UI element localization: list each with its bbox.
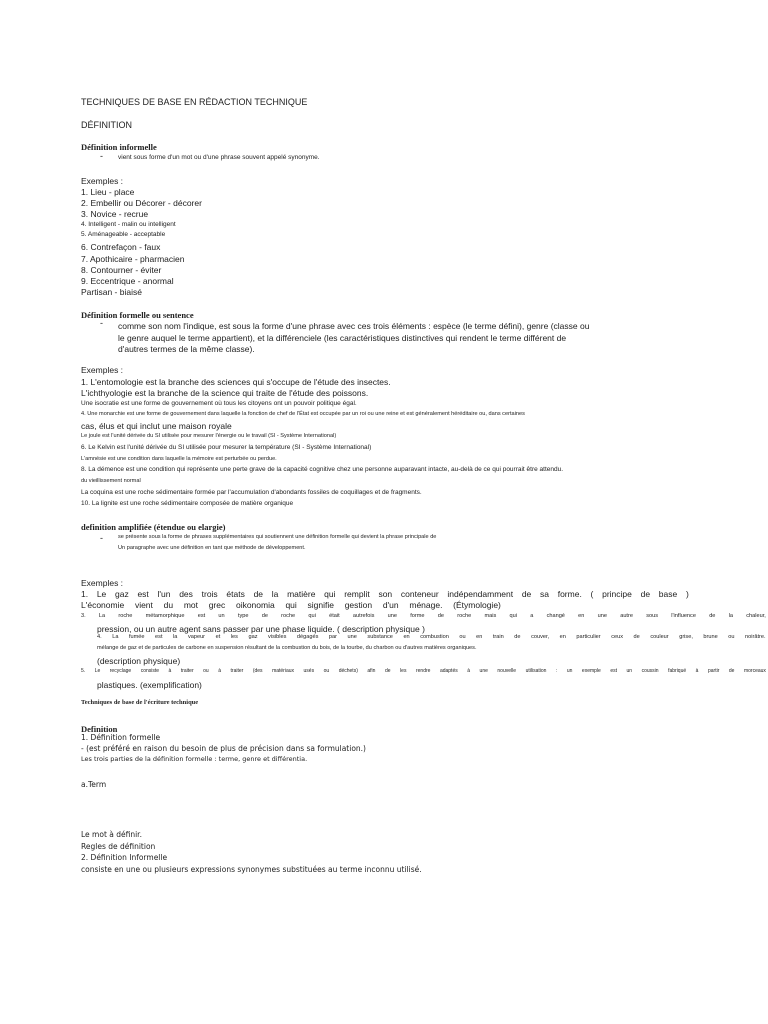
- list-item: Le joule est l'unité dérivée du SI utilisée pour mesurer l'énergie ou le travail (SI - Système International): [81, 433, 337, 439]
- word: remplit: [344, 589, 370, 599]
- word: autre: [620, 613, 633, 619]
- word: un: [566, 668, 573, 674]
- word: ou: [203, 668, 209, 674]
- word: de: [728, 668, 735, 674]
- word: roche: [457, 613, 472, 619]
- paragraph-line: plastiques. (exemplification): [97, 680, 202, 690]
- word: forme.: [557, 589, 582, 599]
- word: train: [492, 634, 504, 640]
- word: gestion: [344, 600, 373, 610]
- list-item: 6. Le Kelvin est l'unité dérivée du SI utilisée pour mesurer la température (SI - Système International): [81, 444, 372, 451]
- word: ou: [323, 668, 330, 674]
- word: particulier: [576, 634, 601, 640]
- list-item: 7. Apothicaire - pharmacien: [81, 254, 185, 264]
- word: matière: [287, 589, 316, 599]
- word: a: [530, 613, 534, 619]
- word: de: [521, 589, 532, 599]
- word: à: [467, 668, 471, 674]
- word: traiter: [180, 668, 194, 674]
- word: substance: [367, 634, 393, 640]
- word: base: [658, 589, 678, 599]
- word: de: [261, 613, 268, 619]
- word: l'influence: [671, 613, 696, 619]
- word: par: [328, 634, 337, 640]
- list-item: cas, élus et qui inclut une maison royale: [81, 421, 232, 431]
- paragraph-line: - (est préféré en raison du besoin de plus de précision dans sa formulation.): [81, 744, 366, 753]
- word: une: [347, 634, 357, 640]
- examples-label: Exemples :: [81, 578, 124, 588]
- word: dégagés: [296, 634, 319, 640]
- word: utilisation: [525, 668, 547, 674]
- list-item: 8. La démence est une condition qui représente une perte grave de la capacité cognitive chez une personne auparavant intacte, au-delà de ce qui pourrait être attendu.: [81, 466, 564, 473]
- list-item: 6. Contrefaçon - faux: [81, 242, 161, 252]
- word: qui: [324, 589, 336, 599]
- list-item: 8. Contourner - éviter: [81, 265, 162, 275]
- justified-line: [81, 668, 766, 674]
- paragraph-line: consiste en une ou plusieurs expressions synonymes substituées au terme inconnu utilisé.: [81, 865, 422, 874]
- word: rendre: [415, 668, 431, 674]
- word: matériaux: [272, 668, 295, 674]
- list-item: L'ichthyologie est la branche de la science qui traite de l'étude des poissons.: [81, 388, 369, 398]
- word: La: [112, 634, 119, 640]
- word: (Étymologie): [453, 600, 501, 610]
- word: roche: [118, 613, 133, 619]
- word: est: [155, 634, 163, 640]
- word: consiste: [140, 668, 160, 674]
- word: ou: [728, 634, 735, 640]
- word: une: [387, 613, 397, 619]
- word: du: [163, 600, 174, 610]
- justified-line: [81, 589, 689, 599]
- word: en: [559, 634, 566, 640]
- word: les: [230, 634, 238, 640]
- document-title: TECHNIQUES DE BASE EN RÉDACTION TECHNIQUE: [81, 97, 308, 107]
- word: un: [626, 668, 633, 674]
- word: grise,: [679, 634, 693, 640]
- word: mais: [484, 613, 497, 619]
- word: (: [590, 589, 594, 599]
- word: 3.: [81, 613, 86, 619]
- list-item: Une isocratie est une forme de gouvernement où tous les citoyens ont un pouvoir politique égal.: [81, 400, 357, 407]
- examples-label: Exemples :: [81, 365, 124, 375]
- word: partir: [707, 668, 720, 674]
- word: 5.: [81, 668, 86, 674]
- word: de: [384, 668, 391, 674]
- word: l'un: [157, 589, 171, 599]
- word: mot: [183, 600, 198, 610]
- justified-line: [81, 600, 501, 610]
- word: grec: [208, 600, 226, 610]
- formal-bullet-line: le genre auquel le terme appartient), et la différenciele (les caractéristiques distinctives qui rendent le terme différent de: [118, 333, 567, 343]
- list-item: 9. Eccentrique - anormal: [81, 276, 174, 286]
- amplified-bullet-line: Un paragraphe avec une définition en tant que méthode de développement.: [118, 545, 306, 551]
- word: à: [168, 668, 172, 674]
- word: déchets): [338, 668, 358, 674]
- word: exemple: [581, 668, 601, 674]
- paragraph-line: mélange de gaz et de particules de carbone en suspension résultant de la combustion du bois, de la tourbe, du charbon ou d'autres matières organiques.: [97, 645, 477, 651]
- word: un: [218, 613, 225, 619]
- word: brune: [703, 634, 718, 640]
- word: afin: [367, 668, 376, 674]
- paragraph-line: Les trois parties de la définition formelle : terme, genre et différentia.: [81, 755, 308, 763]
- word: en: [578, 613, 585, 619]
- word: (des: [252, 668, 263, 674]
- word: la: [728, 613, 734, 619]
- word: une: [597, 613, 607, 619]
- word: coussin: [641, 668, 659, 674]
- word: la: [271, 589, 279, 599]
- word: autrefois: [352, 613, 375, 619]
- word: à: [695, 668, 699, 674]
- word: adaptés: [439, 668, 458, 674]
- list-item: 4. Une monarchie est une forme de gouvernement dans laquelle la fonction de chef de l'État est occupée par un roi ou une reine et est généralement héréditaire ou, dans certaines: [81, 411, 525, 417]
- word: sa: [540, 589, 549, 599]
- formal-heading: Définition formelle ou sentence: [81, 310, 194, 320]
- word: principe: [602, 589, 632, 599]
- word: type: [237, 613, 249, 619]
- word: roche: [281, 613, 296, 619]
- word: forme: [410, 613, 425, 619]
- word: Le: [96, 589, 107, 599]
- word: de: [633, 634, 640, 640]
- word: 1.: [81, 589, 89, 599]
- word: de: [709, 613, 716, 619]
- word: de: [253, 589, 264, 599]
- word: à: [218, 668, 221, 674]
- list-item: La coquina est une roche sédimentaire formée par l'accumulation d'abondants fossiles de coquillages et de fragments.: [81, 489, 422, 496]
- word: usés: [303, 668, 315, 674]
- word: de: [514, 634, 521, 640]
- list-item: 2. Embellir ou Décorer - décorer: [81, 198, 202, 208]
- word: une: [479, 668, 488, 674]
- bullet-dash: -: [100, 533, 103, 543]
- bullet-dash: -: [100, 151, 103, 161]
- word: états: [226, 589, 245, 599]
- word: combustion: [420, 634, 449, 640]
- word: sous: [646, 613, 659, 619]
- list-item: 1. Lieu - place: [81, 187, 135, 197]
- justified-line: [81, 613, 766, 619]
- word: Le: [94, 668, 101, 674]
- formal-bullet-line: comme son nom l'indique, est sous la forme d'une phrase avec ces trois éléments : espèce (le terme défini), genre (classe ou: [118, 321, 590, 331]
- word: noirâtre.: [745, 634, 766, 640]
- word: signifie: [307, 600, 334, 610]
- word: de: [640, 589, 651, 599]
- word: L'économie: [81, 600, 125, 610]
- paragraph-line: Regles de définition: [81, 842, 156, 851]
- list-item: 10. La lignite est une roche sédimentaire composée de matière organique: [81, 500, 294, 507]
- word: son: [378, 589, 393, 599]
- word: 4.: [97, 634, 102, 640]
- word: trois: [201, 589, 218, 599]
- word: métamorphique: [145, 613, 185, 619]
- word: fumée: [128, 634, 145, 640]
- list-item: du vieillissement normal: [81, 478, 141, 484]
- list-item: 5. Aménageable - acceptable: [81, 231, 166, 238]
- word: fabriqué: [668, 668, 687, 674]
- word: qui: [285, 600, 297, 610]
- word: et: [215, 634, 221, 640]
- word: vapeur: [187, 634, 206, 640]
- word: changé: [546, 613, 565, 619]
- amplified-bullet-line: se présente sous la forme de phrases supplémentaires qui soutiennent une définition formelle qui devient la phrase principale de: [118, 534, 437, 540]
- bullet-dash: -: [100, 318, 103, 328]
- word: morceaux: [743, 668, 766, 674]
- word: couver,: [531, 634, 550, 640]
- word: oikonomia: [235, 600, 275, 610]
- list-item: Partisan - biaisé: [81, 287, 142, 297]
- word: est: [137, 589, 149, 599]
- paragraph-line: Le mot à définir.: [81, 830, 142, 839]
- word: chaleur,: [746, 613, 766, 619]
- word: ou: [459, 634, 466, 640]
- section-heading: DÉFINITION: [81, 120, 132, 130]
- word: en: [476, 634, 483, 640]
- word: gaz: [248, 634, 258, 640]
- word: nouvelle: [497, 668, 517, 674]
- word: visibles: [268, 634, 287, 640]
- word: d'un: [382, 600, 399, 610]
- word: de: [437, 613, 444, 619]
- list-item: 1. L'entomologie est la branche des sciences qui s'occupe de l'étude des insectes.: [81, 377, 391, 387]
- word: qui: [308, 613, 316, 619]
- paragraph-line: (description physique): [97, 656, 181, 666]
- part2-heading: Techniques de base de l'écriture technique: [81, 699, 199, 706]
- amplified-heading: definition amplifiée (étendue ou elargie): [81, 522, 226, 532]
- list-item: L'amnésie est une condition dans laquelle la mémoire est perturbée ou perdue.: [81, 456, 277, 462]
- list-item: 3. Novice - recrue: [81, 209, 149, 219]
- word: :: [555, 668, 558, 674]
- word: ceux: [611, 634, 624, 640]
- informal-bullet-text: vient sous forme d'un mot ou d'une phrase souvent appelé synonyme.: [118, 154, 320, 161]
- examples-label: Exemples :: [81, 176, 124, 186]
- word: ): [685, 589, 689, 599]
- formal-bullet-line: d'autres termes de la même classe).: [118, 344, 255, 354]
- informal-heading: Définition informelle: [81, 142, 157, 152]
- word: conteneur: [400, 589, 439, 599]
- word: en: [403, 634, 410, 640]
- word: gaz: [115, 589, 129, 599]
- part2-definition-heading: Definition: [81, 724, 118, 734]
- word: était: [329, 613, 340, 619]
- word: des: [179, 589, 193, 599]
- word: vient: [134, 600, 153, 610]
- word: La: [98, 613, 106, 619]
- word: indépendamment: [447, 589, 514, 599]
- word: traiter: [230, 668, 244, 674]
- word: est: [610, 668, 618, 674]
- word: couleur: [650, 634, 669, 640]
- word: ménage.: [409, 600, 443, 610]
- paragraph-line: a.Term: [81, 780, 107, 789]
- list-item: 4. Intelligent - malin ou intelligent: [81, 221, 176, 228]
- paragraph-line: pression, ou un autre agent sans passer par une phase liquide. ( description physique ): [97, 624, 425, 634]
- word: qui: [509, 613, 517, 619]
- word: la: [173, 634, 178, 640]
- paragraph-line: 1. Définition formelle: [81, 733, 161, 742]
- paragraph-line: 2. Définition Informelle: [81, 853, 168, 862]
- justified-line: [97, 634, 766, 640]
- word: est: [197, 613, 206, 619]
- word: recyclage: [109, 668, 132, 674]
- word: les: [400, 668, 407, 674]
